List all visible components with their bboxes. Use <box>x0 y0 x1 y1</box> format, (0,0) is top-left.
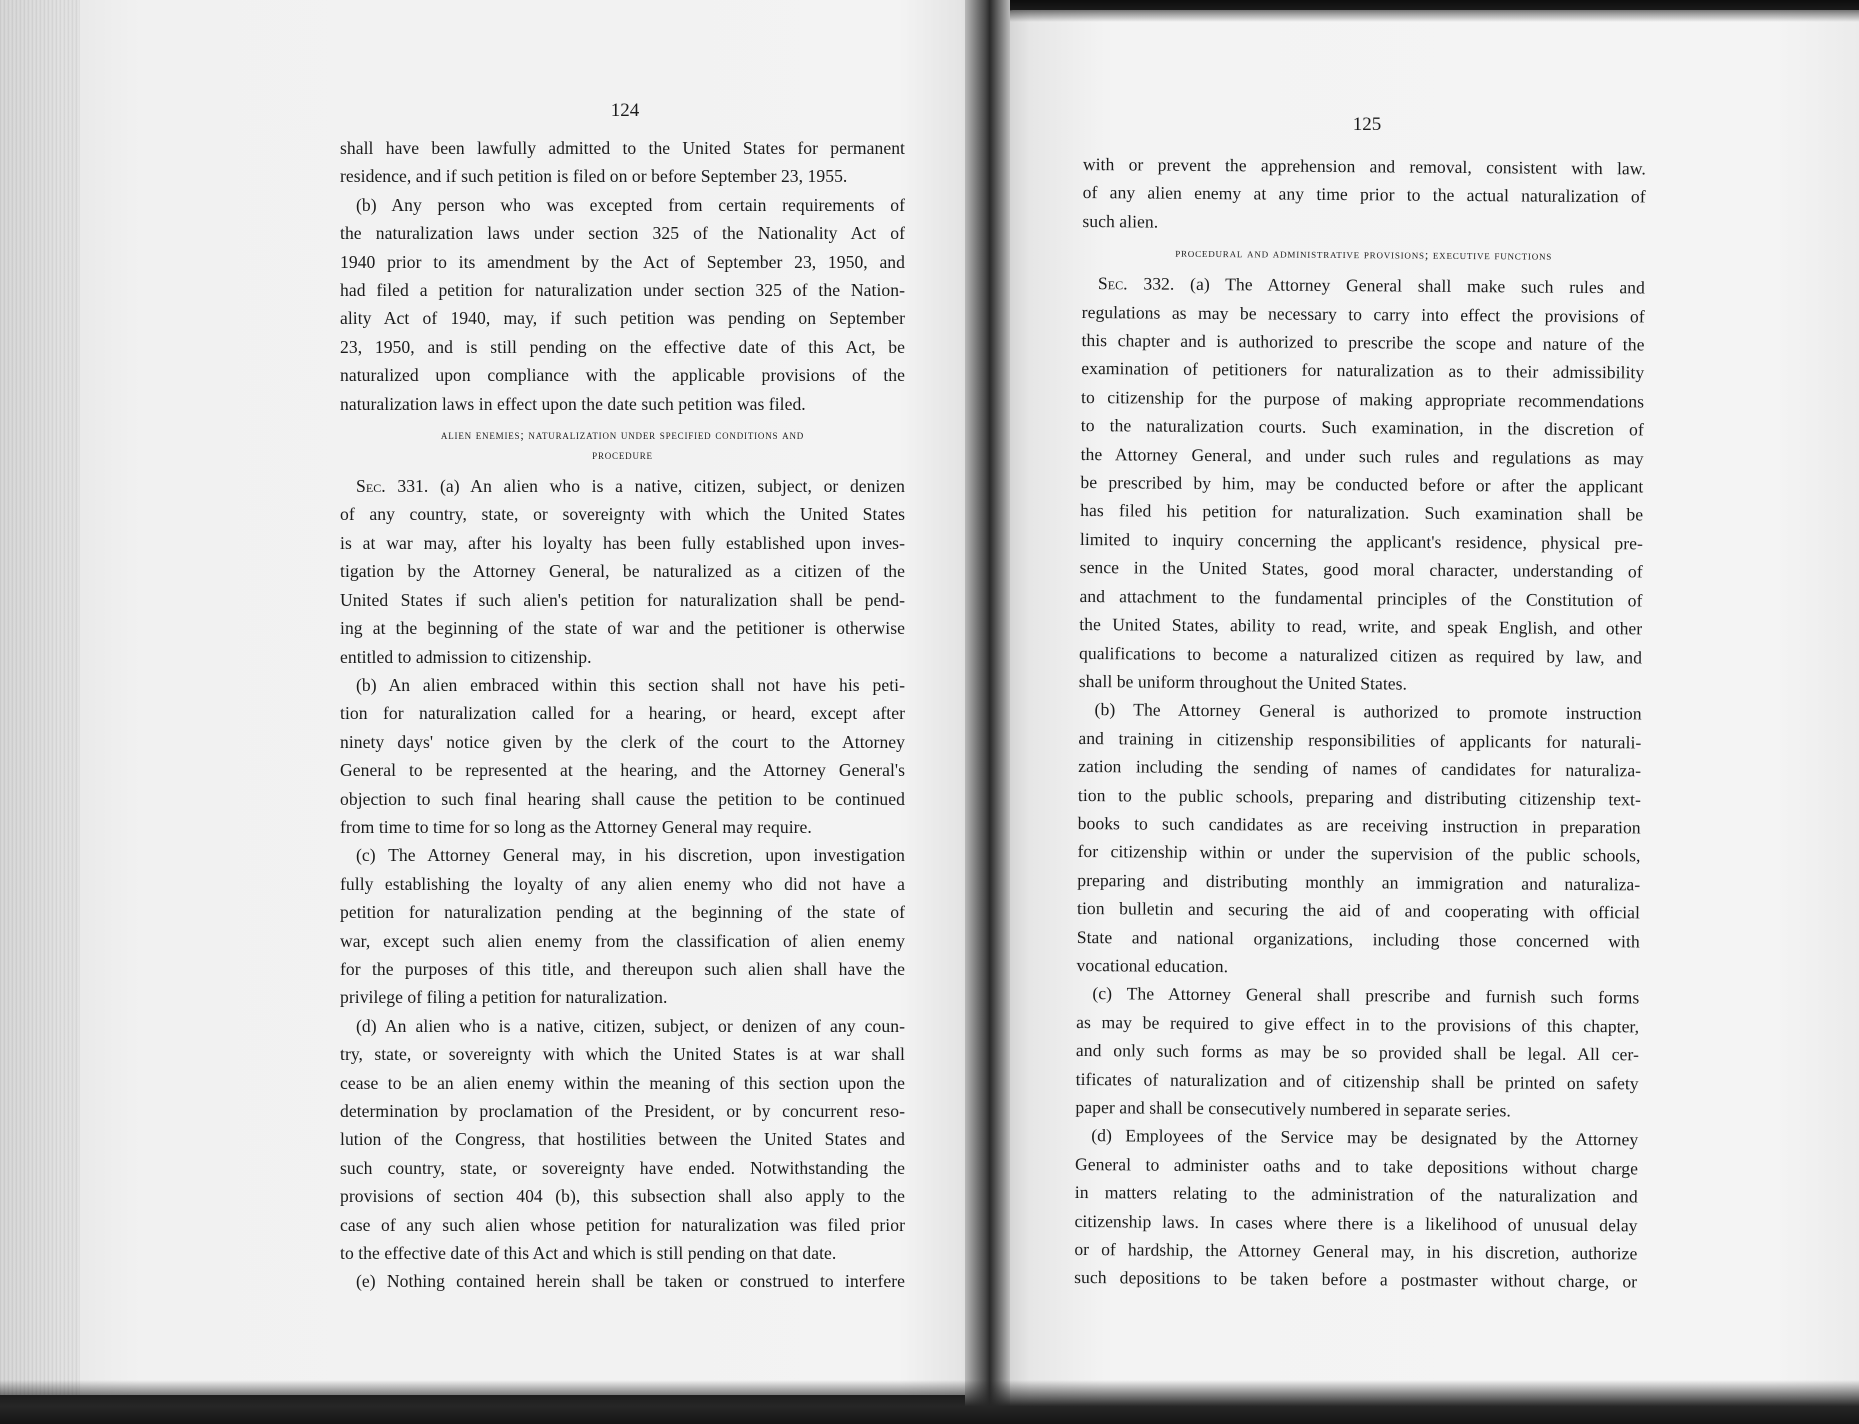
text-line: fully establishing the loyalty of any alien enemy who did not have a <box>340 873 905 894</box>
text-line: zation including the sending of names of candidates for naturaliza- <box>1078 756 1642 781</box>
text-line: such country, state, or sovereignty have ended. Notwithstanding the <box>340 1157 905 1178</box>
text-line: 23, 1950, and is still pending on the effective date of this Act, be <box>340 336 905 357</box>
text-line: residence, and if such petition is filed on or before September 23, 1955. <box>340 166 848 187</box>
text-line: tion for naturalization called for a hearing, or heard, except after <box>340 703 905 724</box>
text-line: (b) An alien embraced within this section shall not have his peti- <box>356 674 905 695</box>
text-line: (b) The Attorney General is authorized to promote instruction <box>1094 699 1642 724</box>
section-text: 332. (a) The Attorney General shall make such rules and <box>1143 273 1645 298</box>
text-line: tion bulletin and securing the aid of and cooperating with official <box>1076 898 1641 923</box>
text-line: shall be uniform throughout the United States. <box>1078 670 1408 694</box>
text-line: (d) Employees of the Service may be designated by the Attorney <box>1091 1125 1639 1150</box>
text-line: ality Act of 1940, may, if such petition was pending on September <box>340 308 905 329</box>
text-line: such alien. <box>1082 210 1159 232</box>
text-line: books to such candidates as are receiving instruction in preparation <box>1077 812 1641 838</box>
heading-line: alien enemies; naturalization under specified conditions and <box>440 428 805 443</box>
text-line: tigation by the Attorney General, be naturalized as a citizen of the <box>340 561 905 582</box>
bottom-edge-shadow <box>0 1380 1859 1424</box>
text-line: entitled to admission to citizenship. <box>340 646 592 667</box>
text-line: determination by proclamation of the President, or by concurrent reso- <box>340 1101 905 1121</box>
text-line: try, state, or sovereignty with which the United States is at war shall <box>340 1044 905 1065</box>
text-line: State and national organizations, including those concerned with <box>1076 926 1640 951</box>
text-line: naturalized upon compliance with the applicable provisions of the <box>340 365 905 386</box>
left-page-text <box>340 134 905 1296</box>
book-gutter <box>965 0 1010 1424</box>
text-line: qualifications to become a naturalized citizen as required by law, and <box>1078 642 1643 667</box>
text-line: of any country, state, or sovereignty with which the United States <box>340 504 905 525</box>
text-line: and training in citizenship responsibilities of applicants for naturali- <box>1078 727 1642 753</box>
section-heading <box>340 425 905 465</box>
text-line: be prescribed by him, may be conducted before or after the applicant <box>1080 472 1644 497</box>
text-line: the Attorney General, and under such rules and regulations as may <box>1080 443 1644 469</box>
text-line: (c) The Attorney General shall prescribe and furnish such forms <box>1092 983 1640 1008</box>
text-line: General to administer oaths and to take depositions without charge <box>1074 1153 1639 1179</box>
text-line: the United States, ability to read, write, and speak English, and other <box>1079 614 1643 639</box>
text-line: petition for naturalization pending at the beginning of the state of <box>340 902 905 923</box>
text-line: lution of the Congress, that hostilities between the United States and <box>340 1129 905 1150</box>
text-line: 1940 prior to its amendment by the Act of September 23, 1950, and <box>340 251 905 272</box>
text-line: objection to such final hearing shall cause the petition to be continued <box>340 788 905 809</box>
text-line: examination of petitioners for naturalization as to their admissibility <box>1081 358 1645 383</box>
right-page-number: 125 <box>1352 114 1382 135</box>
text-line: to the effective date of this Act and which is still pending on that date. <box>340 1243 837 1264</box>
section-heading: procedural and administrative provisions; executive functions <box>1175 245 1553 263</box>
text-line: of any alien enemy at any time prior to the actual naturalization of <box>1082 182 1646 207</box>
text-line: United States if such alien's petition for naturalization shall be pend- <box>340 589 905 610</box>
section-label: Sec. <box>356 476 386 497</box>
text-line: is at war may, after his loyalty has been fully established upon inves- <box>340 532 905 553</box>
section-label: Sec. <box>1097 273 1128 294</box>
text-line: and only such forms as may be so provided shall be legal. All cer- <box>1075 1040 1639 1065</box>
text-line: shall have been lawfully admitted to the United States for permanent <box>340 138 905 158</box>
text-line: has filed his petition for naturalization. Such examination shall be <box>1080 500 1644 525</box>
right-page-text <box>1074 150 1646 1296</box>
section-start-line <box>340 472 905 500</box>
text-line: General to be represented at the hearing, and the Attorney General's <box>340 760 905 781</box>
text-line: war, except such alien enemy from the classification of alien enemy <box>340 930 905 951</box>
text-line: ing at the beginning of the state of war and the petitioner is otherwise <box>340 618 905 639</box>
text-line: vocational education. <box>1076 954 1229 977</box>
text-line: (b) Any person who was excepted from certain requirements of <box>356 194 905 215</box>
top-edge-shadow <box>1000 0 1859 22</box>
text-line: had filed a petition for naturalization under section 325 of the Nation- <box>340 280 905 301</box>
section-text: 331. (a) An alien who is a native, citizen, subject, or denizen <box>397 476 906 497</box>
text-line: with or prevent the apprehension and removal, consistent with law. <box>1082 153 1646 179</box>
text-line: the naturalization laws under section 325 of the Nationality Act of <box>340 223 905 244</box>
text-line: this chapter and is authorized to prescribe the scope and nature of the <box>1081 330 1645 355</box>
text-line: sence in the United States, good moral character, understanding of <box>1079 557 1643 582</box>
text-line: for citizenship within or under the supervision of the public schools, <box>1077 841 1641 866</box>
text-line: case of any such alien whose petition for naturalization was filed prior <box>340 1214 905 1235</box>
text-line: and attachment to the fundamental principles of the Constitution of <box>1079 585 1643 611</box>
text-line: to the naturalization courts. Such examination, in the discretion of <box>1080 415 1644 440</box>
text-line: cease to be an alien enemy within the meaning of this section upon the <box>340 1072 905 1093</box>
text-line: to citizenship for the purpose of making appropriate recommendations <box>1080 386 1645 412</box>
text-line: such depositions to be taken before a postmaster without charge, or <box>1074 1267 1638 1292</box>
text-line: privilege of filing a petition for naturalization. <box>340 987 668 1008</box>
heading-line: procedure <box>592 448 653 463</box>
text-line: (c) The Attorney General may, in his discretion, upon investigation <box>356 845 905 866</box>
text-line: ninety days' notice given by the clerk of the court to the Attorney <box>340 731 905 752</box>
text-line: as may be required to give effect in to the provisions of this chapter, <box>1076 1011 1640 1037</box>
text-line: (e) Nothing contained herein shall be taken or construed to interfere <box>356 1271 905 1292</box>
text-line: from time to time for so long as the Attorney General may require. <box>340 816 812 837</box>
text-line: tion to the public schools, preparing and distributing citizenship text- <box>1077 784 1641 809</box>
text-line: in matters relating to the administration of the naturalization and <box>1074 1182 1638 1207</box>
text-line: limited to inquiry concerning the applicant's residence, physical pre- <box>1079 528 1644 554</box>
text-line: or of hardship, the Attorney General may, in his discretion, authorize <box>1074 1238 1638 1264</box>
text-line: preparing and distributing monthly an immigration and naturaliza- <box>1077 869 1641 895</box>
text-line: provisions of section 404 (b), this subsection shall also apply to the <box>340 1186 905 1207</box>
left-page-number: 124 <box>610 100 640 121</box>
left-page-stack-edge <box>0 0 80 1395</box>
section-start-line <box>1082 269 1645 302</box>
text-line: regulations as may be necessary to carry into effect the provisions of <box>1081 301 1645 327</box>
text-line: tificates of naturalization and of citizenship shall be printed on safety <box>1075 1068 1639 1093</box>
text-line: (d) An alien who is a native, citizen, subject, or denizen of any coun- <box>356 1015 905 1036</box>
text-line: paper and shall be consecutively numbered in separate series. <box>1075 1096 1511 1121</box>
text-line: citizenship laws. In cases where there is a likelihood of unusual delay <box>1074 1210 1638 1236</box>
text-line: for the purposes of this title, and thereupon such alien shall have the <box>340 958 905 979</box>
text-line: naturalization laws in effect upon the date such petition was filed. <box>340 393 806 414</box>
